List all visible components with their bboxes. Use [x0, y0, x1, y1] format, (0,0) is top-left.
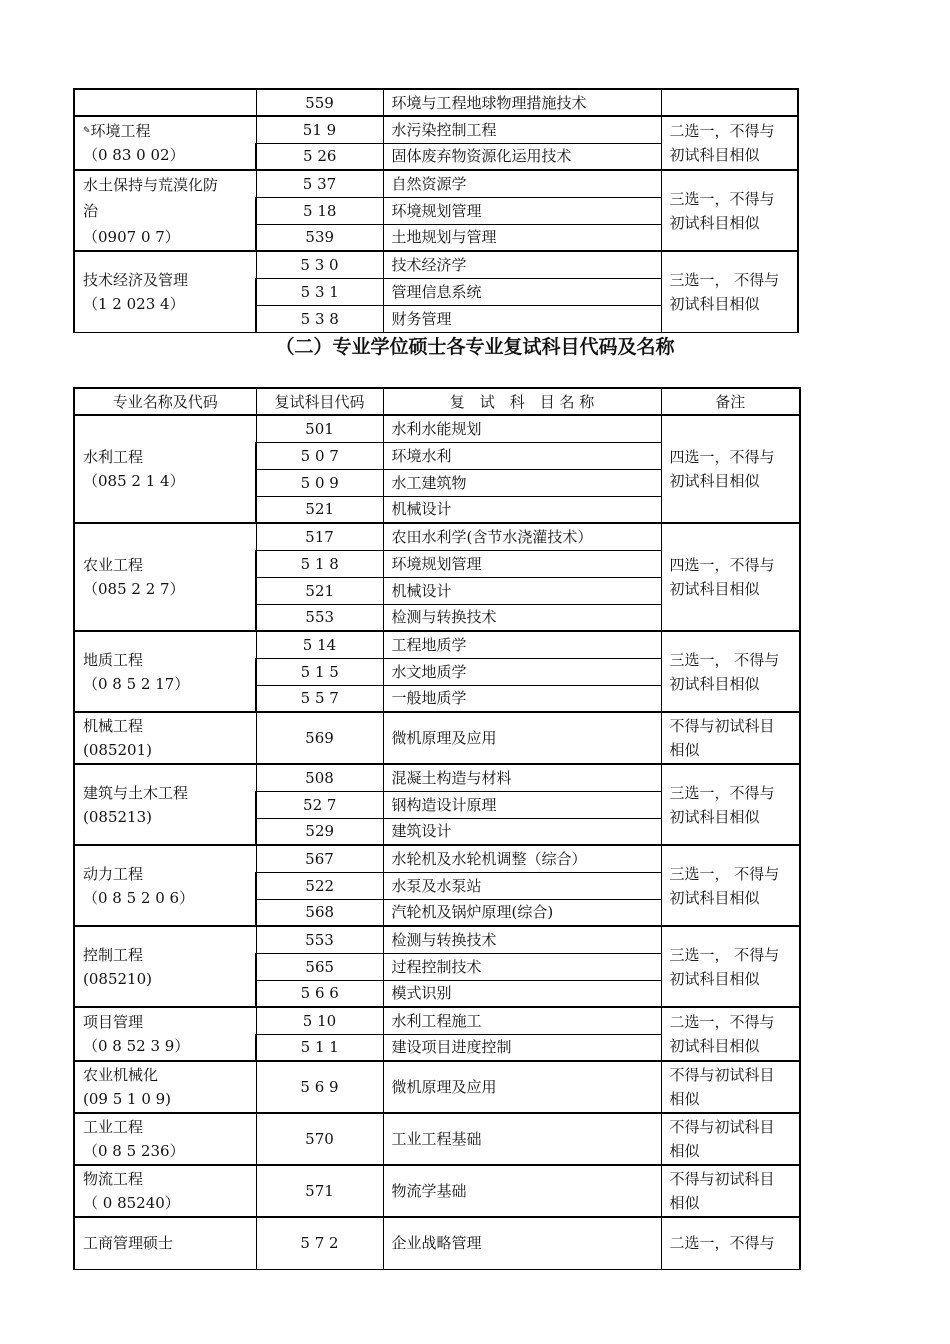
- table-row: [74, 251, 798, 278]
- major-name: 农业工程: [83, 556, 144, 574]
- subject-code: 567: [256, 845, 383, 872]
- subject-name: 农田水利学(含节水浇灌技术）: [383, 523, 661, 550]
- major-cell: [74, 1007, 256, 1061]
- subject-name: 水工建筑物: [383, 469, 661, 496]
- major-name: 工商管理硕士: [83, 1234, 174, 1253]
- subject-name: 环境与工程地球物理措施技术: [383, 89, 661, 116]
- major-cell: [74, 764, 256, 845]
- subject-name: 检测与转换技术: [383, 604, 661, 631]
- subject-code: 569: [256, 712, 383, 764]
- table-row: [74, 712, 800, 764]
- remark-line: 三选一， 不得与: [669, 650, 780, 669]
- remark-line: 四选一，不得与: [669, 556, 775, 574]
- subject-code: 5 7 2: [256, 1217, 383, 1269]
- remark-line: 不得与初试科目: [669, 1066, 775, 1084]
- major-cell: [74, 845, 256, 926]
- remark-line: 相似: [669, 741, 700, 759]
- subject-code: 565: [256, 953, 383, 980]
- remark-line: 不得与初试科目: [669, 1118, 775, 1136]
- table-header-row: [74, 388, 800, 415]
- table-row: [74, 764, 800, 791]
- major-code: (085213): [83, 807, 152, 826]
- header-major: 专业名称及代码: [74, 388, 256, 415]
- major-name: 动力工程: [83, 864, 144, 883]
- remark-cell: [661, 926, 800, 1007]
- subject-name: 土地规划与管理: [383, 224, 661, 251]
- table-row: [74, 415, 800, 442]
- subject-name: 过程控制技术: [383, 953, 661, 980]
- remark-line: 初试科目相似: [669, 146, 760, 164]
- remark-cell: [661, 523, 800, 631]
- table-row: [74, 1113, 800, 1165]
- remark-cell: [661, 845, 800, 926]
- major-name: 水土保持与荒漠化防: [83, 175, 219, 194]
- remark-line: 不得与初试科目: [669, 1170, 775, 1188]
- subject-name: 工程地质学: [383, 631, 661, 658]
- major-cell: [74, 1217, 256, 1269]
- subject-name: 技术经济学: [383, 251, 661, 278]
- major-cell: [74, 251, 256, 332]
- major-name: 建筑与土木工程: [83, 783, 189, 802]
- subject-code: 568: [256, 899, 383, 926]
- major-code: （ 0 85240）: [83, 1194, 180, 1212]
- major-code: （0 8 5 236）: [83, 1142, 185, 1160]
- remark-line: 初试科目相似: [669, 807, 760, 826]
- major-cell: [74, 1165, 256, 1217]
- subject-name: 环境规划管理: [383, 197, 661, 224]
- remark-cell: [661, 170, 798, 251]
- remark-cell: [661, 712, 800, 764]
- remark-line: 二选一，不得与: [669, 1234, 775, 1253]
- subject-code: 5 3 8: [256, 305, 383, 332]
- subject-name: 机械设计: [383, 496, 661, 523]
- subject-code: 570: [256, 1113, 383, 1165]
- major-code: （0 83 0 02）: [83, 146, 185, 164]
- table-row: [74, 89, 798, 116]
- remark-cell: [661, 1007, 800, 1061]
- remark-line: 二选一，不得与: [669, 122, 775, 140]
- table-row: [74, 926, 800, 953]
- remark-line: 初试科目相似: [669, 888, 760, 907]
- subject-name: 水污染控制工程: [383, 116, 661, 143]
- subject-name: 水泵及水泵站: [383, 872, 661, 899]
- table-row: [74, 523, 800, 550]
- major-cell: [74, 1113, 256, 1165]
- major-code: （0 8 5 2 0 6）: [83, 888, 195, 907]
- major-name: 项目管理: [83, 1013, 144, 1031]
- remark-cell: [661, 1165, 800, 1217]
- subject-name: 物流学基础: [383, 1165, 661, 1217]
- subject-name: 汽轮机及锅炉原理(综合): [383, 899, 661, 926]
- subject-name: 财务管理: [383, 305, 661, 332]
- subject-name: 水利工程施工: [383, 1007, 661, 1034]
- subject-name: 钢构造设计原理: [383, 791, 661, 818]
- remark-line: 不得与初试科目: [669, 717, 775, 735]
- subject-code: 52 7: [256, 791, 383, 818]
- subject-code: 51 9: [256, 116, 383, 143]
- major-name: 物流工程: [83, 1170, 144, 1188]
- remark-cell: [661, 1061, 800, 1113]
- subject-code: 521: [256, 496, 383, 523]
- subject-code: 539: [256, 224, 383, 251]
- major-name: 农业机械化: [83, 1066, 159, 1084]
- remark-cell: [661, 764, 800, 845]
- major-code: （0 8 52 3 9）: [83, 1037, 190, 1055]
- remark-line: 二选一，不得与: [669, 1013, 775, 1031]
- header-remark: 备注: [661, 388, 800, 415]
- remark-line: 相似: [669, 1194, 700, 1212]
- subject-code: 5 3 1: [256, 278, 383, 305]
- table-row: [74, 631, 800, 658]
- table-row: [74, 845, 800, 872]
- major-cell: [74, 523, 256, 631]
- remark-line: 初试科目相似: [669, 213, 760, 232]
- table-row: [74, 1217, 800, 1269]
- major-cell: [74, 1061, 256, 1113]
- remark-cell: [661, 89, 798, 116]
- subject-code: 5 14: [256, 631, 383, 658]
- remark-line: 三选一， 不得与: [669, 945, 780, 964]
- subject-name: 自然资源学: [383, 170, 661, 197]
- table-row: [74, 1061, 800, 1113]
- subject-name: 企业战略管理: [383, 1217, 661, 1269]
- subject-name: 建筑设计: [383, 818, 661, 845]
- subject-code: 5 6 9: [256, 1061, 383, 1113]
- subject-name: 水轮机及水轮机调整（综合）: [383, 845, 661, 872]
- major-name: 水利工程: [83, 448, 144, 466]
- table-row: [74, 1007, 800, 1034]
- subject-code: 501: [256, 415, 383, 442]
- subject-name: 微机原理及应用: [383, 712, 661, 764]
- subject-code: 529: [256, 818, 383, 845]
- table-row: [74, 170, 798, 197]
- subject-code: 5 5 7: [256, 685, 383, 712]
- subject-code: 5 18: [256, 197, 383, 224]
- exam-table-part2: [73, 387, 801, 1270]
- major-code: （0907 0 7）: [83, 227, 180, 246]
- section-title: （二）专业学位硕士各专业复试科目代码及名称: [275, 336, 675, 358]
- remark-line: 初试科目相似: [669, 580, 760, 598]
- major-code: （1 2 023 4）: [83, 294, 185, 313]
- remark-line: 初试科目相似: [669, 1037, 760, 1055]
- major-code: （085 2 2 7）: [83, 580, 185, 598]
- major-code: （0 8 5 2 17）: [83, 674, 190, 693]
- subject-code: 522: [256, 872, 383, 899]
- major-name: 地质工程: [83, 650, 144, 669]
- header-subject: 复 试 科 目 名 称: [383, 388, 661, 415]
- subject-code: 553: [256, 604, 383, 631]
- remark-line: 三选一，不得与: [669, 783, 775, 802]
- remark-line: 三选一， 不得与: [669, 270, 780, 289]
- major-name: 工业工程: [83, 1118, 144, 1136]
- subject-name: 一般地质学: [383, 685, 661, 712]
- subject-code: 5 1 8: [256, 550, 383, 577]
- major-name: 控制工程: [83, 945, 144, 964]
- subject-code: 508: [256, 764, 383, 791]
- subject-name: 建设项目进度控制: [383, 1034, 661, 1061]
- subject-code: 5 0 9: [256, 469, 383, 496]
- remark-cell: [661, 415, 800, 523]
- major-cell: [74, 89, 256, 116]
- subject-name: 环境规划管理: [383, 550, 661, 577]
- subject-name: 水文地质学: [383, 658, 661, 685]
- subject-name: 环境水利: [383, 442, 661, 469]
- subject-code: 5 3 0: [256, 251, 383, 278]
- subject-name: 模式识别: [383, 980, 661, 1007]
- remark-line: 相似: [669, 1090, 700, 1108]
- remark-line: 三选一，不得与: [669, 189, 775, 208]
- remark-line: 初试科目相似: [669, 969, 760, 988]
- subject-code: 517: [256, 523, 383, 550]
- header-code: 复试科目代码: [256, 388, 383, 415]
- major-code: (085201): [83, 741, 152, 759]
- remark-cell: [661, 251, 798, 332]
- subject-name: 微机原理及应用: [383, 1061, 661, 1113]
- subject-code: 5 26: [256, 143, 383, 170]
- major-code: （085 2 1 4）: [83, 472, 185, 490]
- remark-line: 初试科目相似: [669, 674, 760, 693]
- table-row: [74, 1165, 800, 1217]
- remark-cell: [661, 1217, 800, 1269]
- subject-name: 混凝土构造与材料: [383, 764, 661, 791]
- major-cell: [74, 415, 256, 523]
- remark-line: 四选一，不得与: [669, 448, 775, 466]
- subject-name: 固体废弃物资源化运用技术: [383, 143, 661, 170]
- subject-name: 水利水能规划: [383, 415, 661, 442]
- subject-code: 5 6 6: [256, 980, 383, 1007]
- remark-line: 初试科目相似: [669, 472, 760, 490]
- remark-cell: [661, 631, 800, 712]
- subject-name: 工业工程基础: [383, 1113, 661, 1165]
- subject-code: 521: [256, 577, 383, 604]
- subject-code: 5 10: [256, 1007, 383, 1034]
- major-name: 机械工程: [83, 717, 144, 735]
- exam-table-part1: [73, 88, 799, 333]
- major-cell: [74, 631, 256, 712]
- subject-name: 管理信息系统: [383, 278, 661, 305]
- remark-line: 相似: [669, 1142, 700, 1160]
- subject-code: 5 37: [256, 170, 383, 197]
- remark-cell: [661, 116, 798, 170]
- major-cell: [74, 712, 256, 764]
- subject-code: 553: [256, 926, 383, 953]
- subject-code: 571: [256, 1165, 383, 1217]
- major-cell: ✎环境工程 （0 83 0 02）: [74, 116, 256, 170]
- subject-name: 检测与转换技术: [383, 926, 661, 953]
- remark-cell: [661, 1113, 800, 1165]
- major-code: (09 5 1 0 9): [83, 1090, 172, 1108]
- subject-code: 5 0 7: [256, 442, 383, 469]
- major-name: 环境工程: [90, 122, 151, 140]
- subject-name: 机械设计: [383, 577, 661, 604]
- major-code: (085210): [83, 969, 152, 988]
- table-row: [74, 116, 798, 143]
- remark-line: 初试科目相似: [669, 294, 760, 313]
- major-cell: [74, 926, 256, 1007]
- subject-code: 5 1 5: [256, 658, 383, 685]
- subject-code: 5 1 1: [256, 1034, 383, 1061]
- major-cell: [74, 170, 256, 251]
- remark-line: 三选一， 不得与: [669, 864, 780, 883]
- major-name: 技术经济及管理: [83, 270, 189, 289]
- major-name-line2: 治: [83, 201, 99, 220]
- subject-code: 559: [256, 89, 383, 116]
